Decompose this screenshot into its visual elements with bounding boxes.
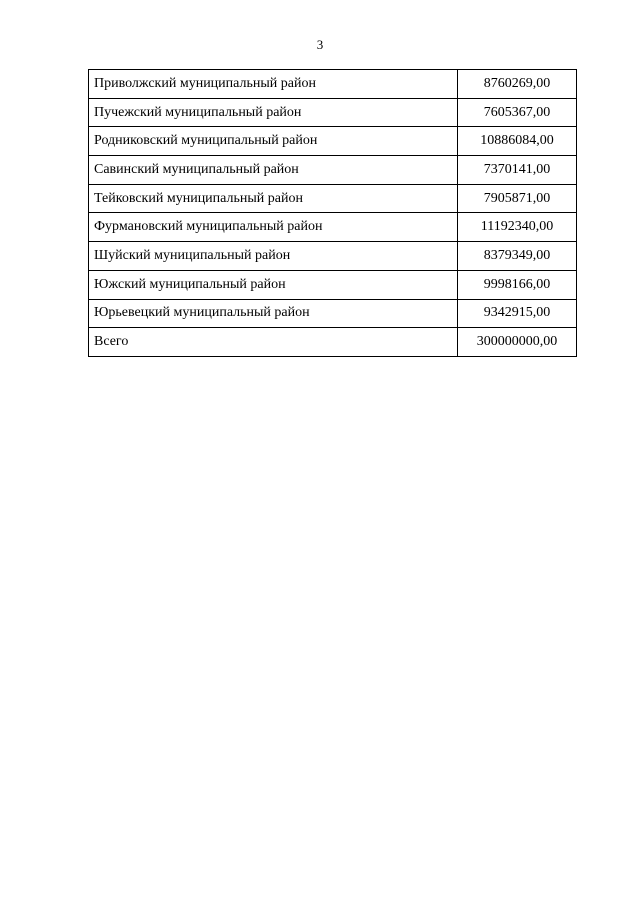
table-row [89, 98, 577, 127]
allocation-table [88, 69, 577, 357]
district-name: Савинский муниципальный район [89, 156, 458, 185]
total-label: Всего [89, 328, 458, 357]
district-name: Родниковский муниципальный район [89, 127, 458, 156]
total-row [89, 328, 577, 357]
table-row [89, 299, 577, 328]
district-name: Приволжский муниципальный район [89, 70, 458, 99]
table-row [89, 213, 577, 242]
table-row [89, 184, 577, 213]
allocation-amount: 7370141,00 [458, 156, 577, 185]
total-amount: 300000000,00 [458, 328, 577, 357]
allocation-amount: 9342915,00 [458, 299, 577, 328]
allocation-amount: 7605367,00 [458, 98, 577, 127]
allocation-amount: 10886084,00 [458, 127, 577, 156]
allocation-amount: 11192340,00 [458, 213, 577, 242]
allocation-amount: 7905871,00 [458, 184, 577, 213]
table-row [89, 70, 577, 99]
district-name: Шуйский муниципальный район [89, 242, 458, 271]
table-row [89, 242, 577, 271]
allocation-amount: 8760269,00 [458, 70, 577, 99]
table-row [89, 156, 577, 185]
district-name: Фурмановский муниципальный район [89, 213, 458, 242]
table-row [89, 127, 577, 156]
district-name: Юрьевецкий муниципальный район [89, 299, 458, 328]
district-name: Южский муниципальный район [89, 270, 458, 299]
allocation-amount: 8379349,00 [458, 242, 577, 271]
allocation-amount: 9998166,00 [458, 270, 577, 299]
district-name: Тейковский муниципальный район [89, 184, 458, 213]
district-name: Пучежский муниципальный район [89, 98, 458, 127]
page-number: 3 [316, 37, 324, 52]
table-row [89, 270, 577, 299]
